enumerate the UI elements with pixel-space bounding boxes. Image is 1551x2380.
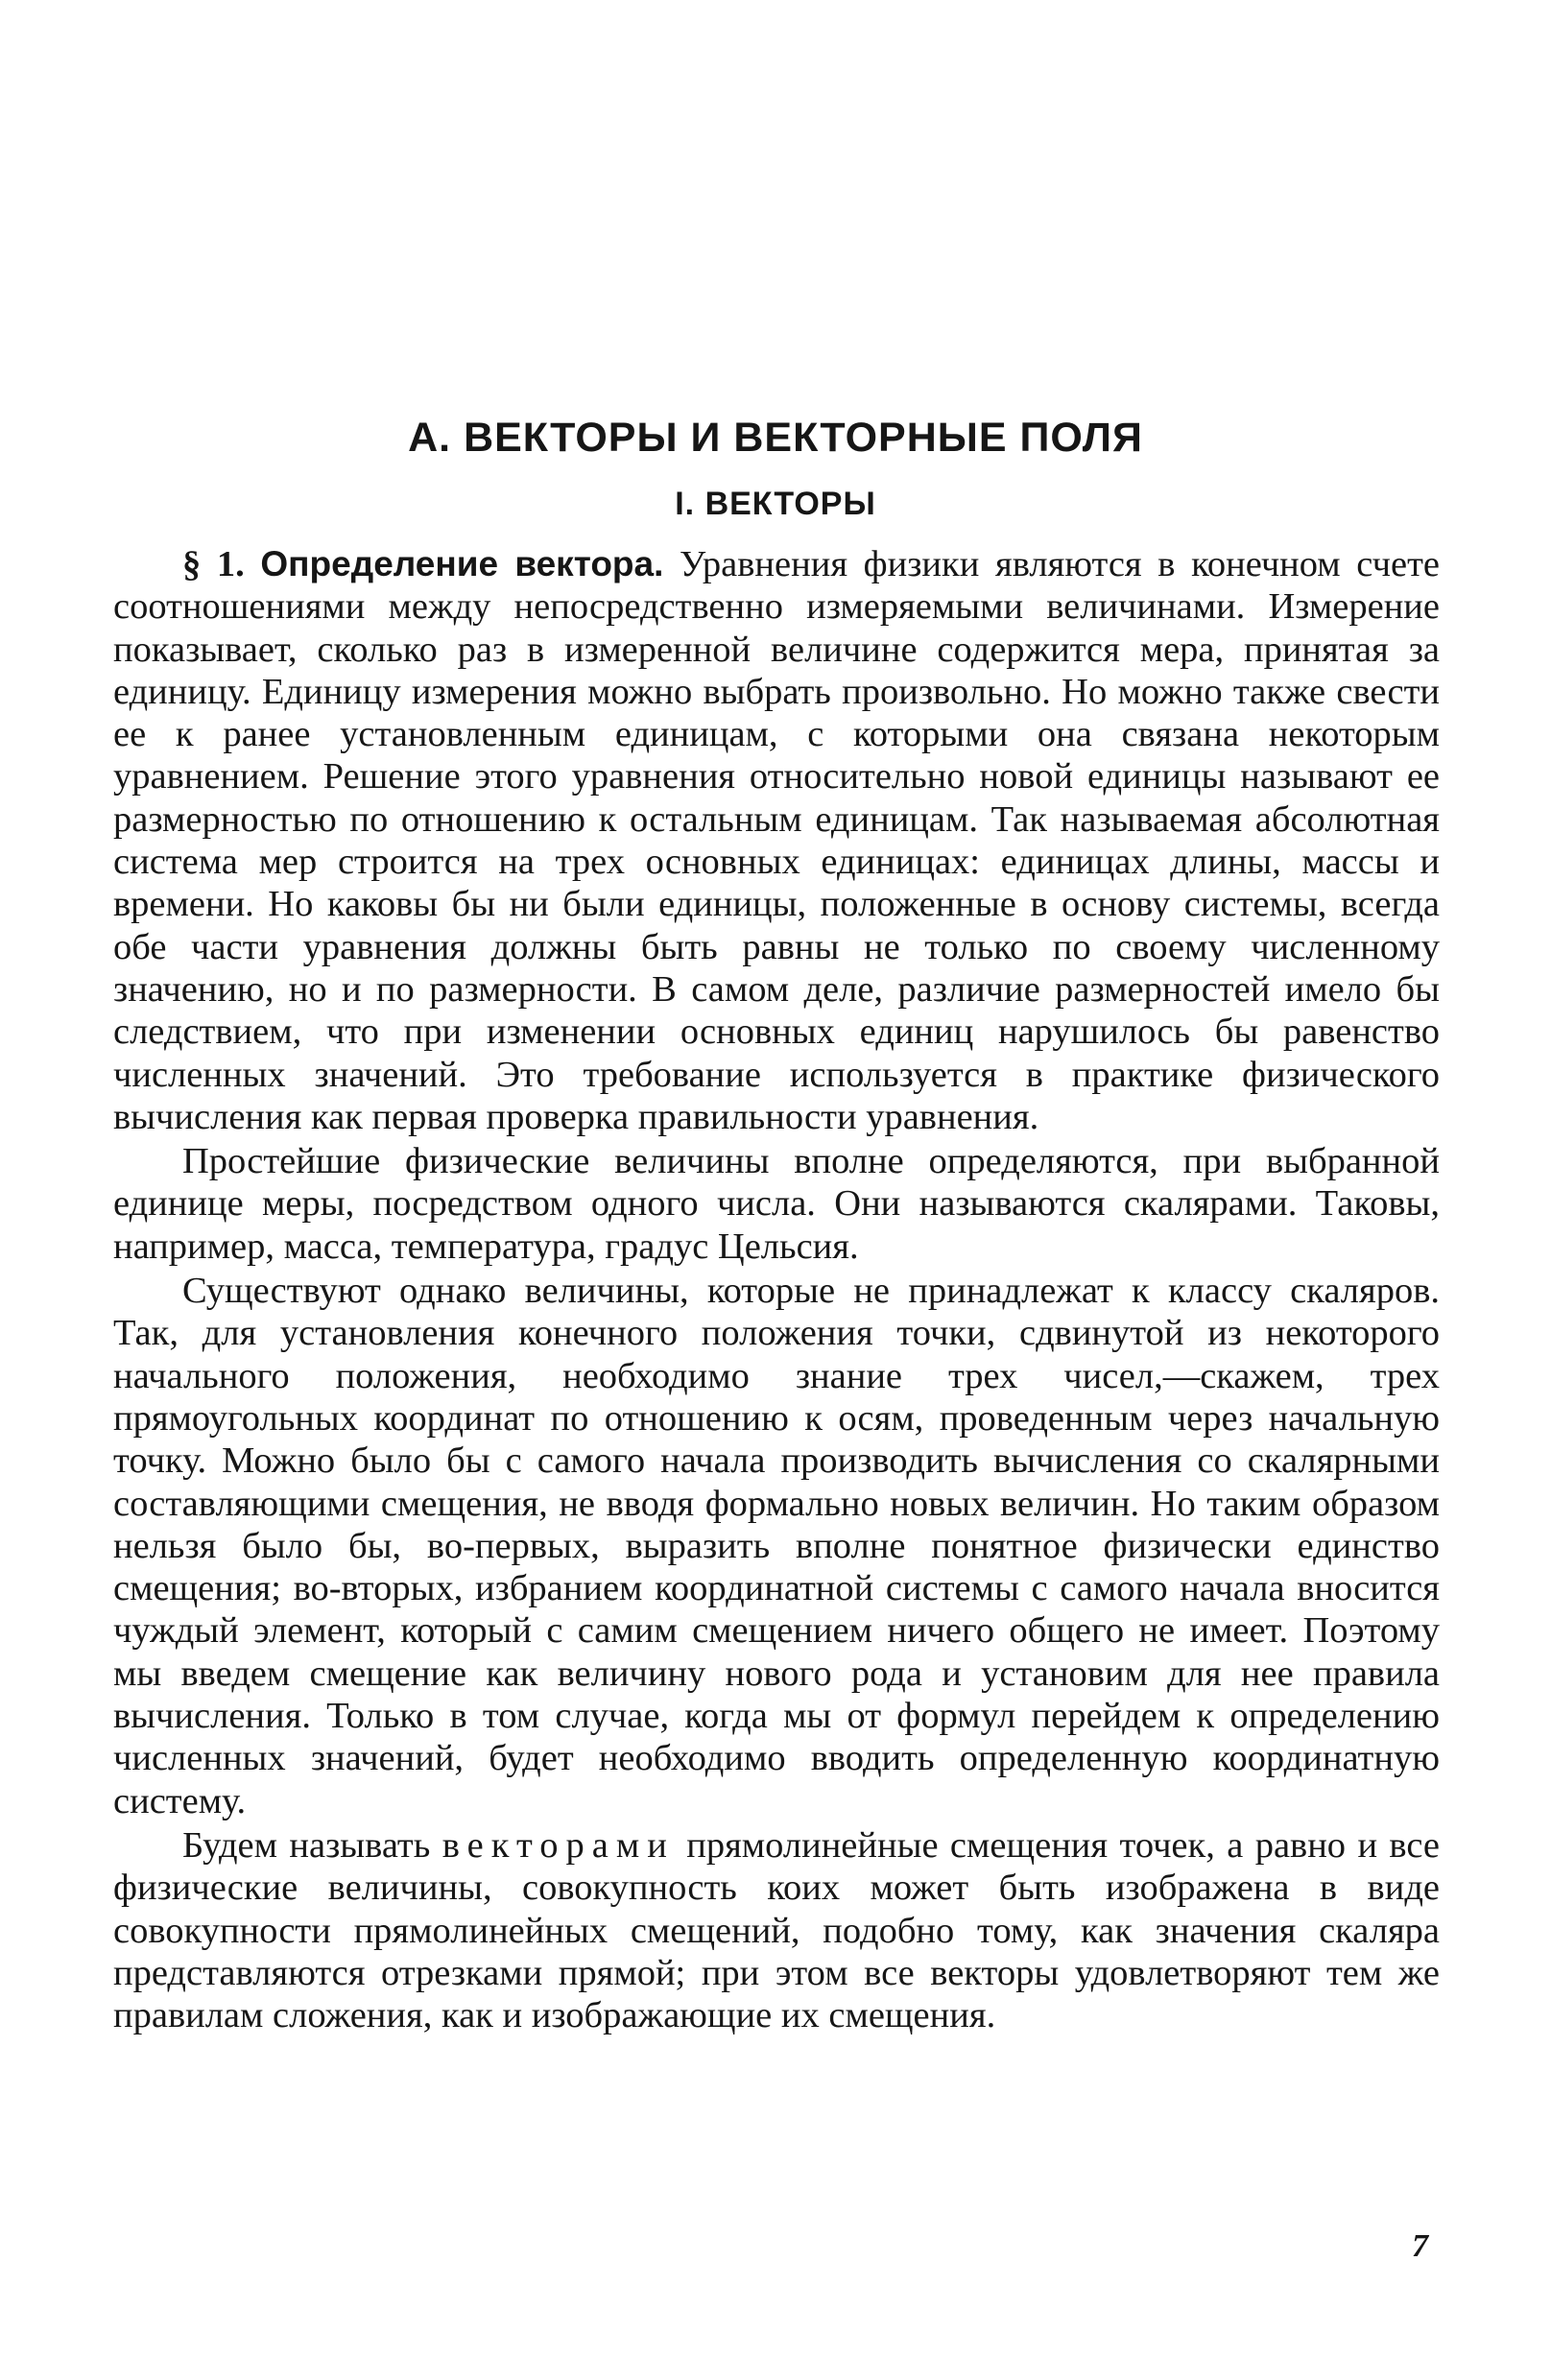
spaced-term: векторами	[441, 1824, 675, 1866]
section-paragraph	[113, 543, 1440, 1138]
paragraph-vectors-definition	[113, 1824, 1440, 2036]
chapter-title: I. ВЕКТОРЫ	[675, 486, 876, 522]
page-number: 7	[1412, 2228, 1428, 2264]
definition-rest: прямолинейные смещения точек, а равно и все физические величины, совокупность коих может быть изображена в виде совокупности прямолинейных смещений, подобно тому, как значения скаляра представляются отрезками прямой; при этом все векторы удовлетворяют тем же правилам сложения, как и изображающие их смещения.	[113, 1824, 1441, 2036]
paragraph-scalars: Простейшие физические величины вполне определяются, при выбранной единице меры, посредством одного числа. Они называются скалярами. Таковы, например, масса, температура, градус Цельсия.	[113, 1141, 1440, 1267]
paragraph-displacement: Существуют однако величины, которые не принадлежат к классу скаляров. Так, для установления конечного положения точки, сдвинутой из некоторого начального положения, необходимо знание трех чисел,—скажем, трех прямоугольных координат по отношению к осям, проведенным через начальную точку. Можно было бы с самого начала производить вычисления со скалярными составляющими смещения, не вводя формально новых величин. Но таким образом нельзя было бы, во-первых, выразить вполне понятное физически единство смещения; во-вторых, избранием координатной системы с самого начала вносится чуждый элемент, который с самим смещением ничего общего не имеет. Поэтому мы введем смещение как величину нового рода и установим для нее правила вычисления. Только в том случае, когда мы от формул перейдем к определению численных значений, будет необходимо вводить определенную координатную систему.	[113, 1271, 1440, 1821]
section-heading: Определение вектора.	[260, 544, 664, 583]
part-title: А. ВЕКТОРЫ И ВЕКТОРНЫЕ ПОЛЯ	[408, 415, 1143, 461]
section-sign: § 1.	[182, 544, 245, 584]
definition-lead: Будем называть	[182, 1824, 431, 1866]
body-text	[113, 543, 1440, 2036]
section-text: Уравнения физики являются в конечном счете соотношениями между непосредственно измеряемыми величинами. Измерение показывает, сколько раз в измеренной величине содержится мера, принятая за единицу. Единицу измерения можно выбрать произвольно. Но можно также свести ее к ранее установленным единицам, с которыми она связана некоторым уравнением. Решение этого уравнения относительно новой единицы называют ее размерностью по отношению к остальным единицам. Так называемая абсолютная система мер строится на трех основных единицах: единицах длины, массы и времени. Но каковы бы ни были единицы, положенные в основу системы, всегда обе части уравнения должны быть равны не только по своему численному значению, но и по размерности. В самом деле, различие размерностей имело бы следствием, что при изменении основных единиц нарушилось бы равенство численных значений. Это требование используется в практике физического вычисления как первая проверка правильности уравнения.	[113, 544, 1440, 1137]
